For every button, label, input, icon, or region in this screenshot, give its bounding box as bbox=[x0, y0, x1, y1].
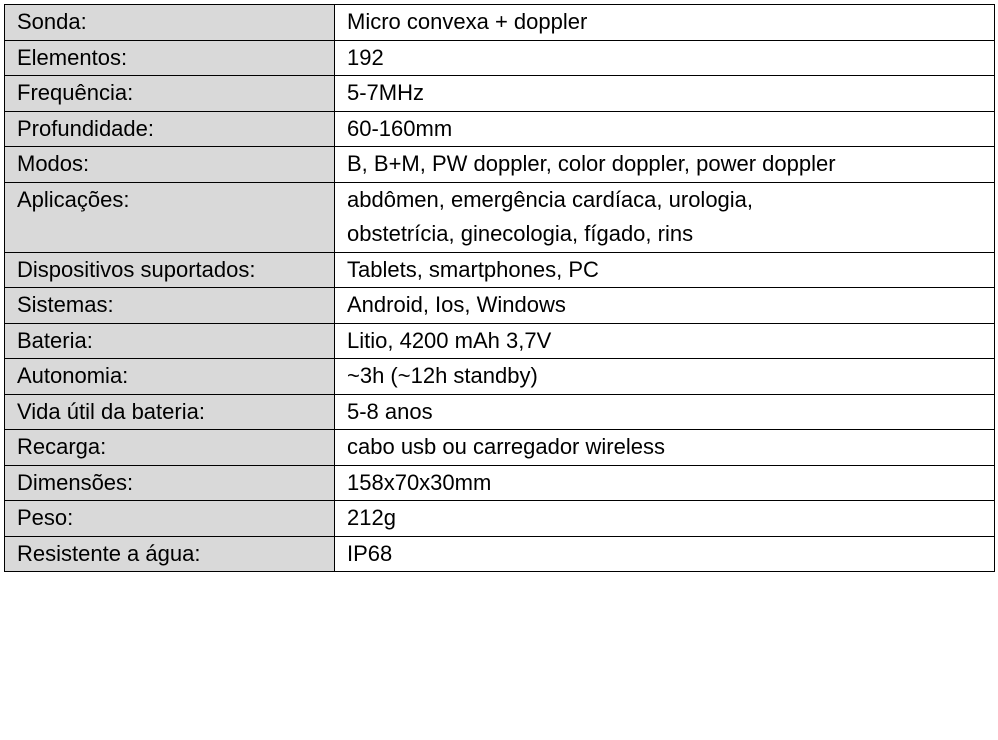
row-value bbox=[335, 359, 995, 395]
row-value-line: 60-160mm bbox=[347, 115, 453, 141]
table-row bbox=[5, 536, 995, 572]
row-value-line: 212g bbox=[347, 505, 396, 530]
row-value bbox=[335, 40, 995, 76]
row-label: Frequência: bbox=[5, 76, 335, 112]
table-row bbox=[5, 430, 995, 466]
row-value bbox=[335, 501, 995, 537]
row-value-line: Litio, 4200 mAh 3,7V bbox=[347, 327, 552, 353]
row-label: Dimensões: bbox=[5, 465, 335, 501]
row-value bbox=[335, 147, 995, 183]
row-value-line: 192 bbox=[347, 44, 384, 70]
row-value bbox=[335, 5, 995, 41]
row-label: Sonda: bbox=[5, 5, 335, 41]
row-value bbox=[335, 182, 995, 252]
row-label: Vida útil da bateria: bbox=[5, 394, 335, 430]
row-value-line: 5-8 anos bbox=[347, 398, 433, 424]
row-label: Modos: bbox=[5, 147, 335, 183]
spec-table-body bbox=[5, 5, 995, 572]
row-value-line: ~3h (~12h standby) bbox=[347, 363, 538, 388]
row-label: Recarga: bbox=[5, 430, 335, 466]
table-row bbox=[5, 465, 995, 501]
table-row bbox=[5, 288, 995, 324]
row-value bbox=[335, 323, 995, 359]
table-row bbox=[5, 40, 995, 76]
spec-table bbox=[4, 4, 995, 572]
table-row bbox=[5, 182, 995, 252]
row-label: Autonomia: bbox=[5, 359, 335, 395]
table-row bbox=[5, 76, 995, 112]
table-row bbox=[5, 147, 995, 183]
table-row bbox=[5, 359, 995, 395]
row-value bbox=[335, 465, 995, 501]
row-label: Dispositivos suportados: bbox=[5, 252, 335, 288]
row-label: Elementos: bbox=[5, 40, 335, 76]
row-label: Aplicações: bbox=[5, 182, 335, 252]
row-value-line: 158x70x30mm bbox=[347, 469, 492, 495]
table-row bbox=[5, 5, 995, 41]
table-row bbox=[5, 394, 995, 430]
table-row bbox=[5, 252, 995, 288]
row-value-line: cabo usb ou carregador wireless bbox=[347, 434, 665, 459]
row-value-line: Android, Ios, Windows bbox=[347, 292, 566, 317]
table-row bbox=[5, 323, 995, 359]
row-value bbox=[335, 111, 995, 147]
table-row bbox=[5, 501, 995, 537]
row-value bbox=[335, 76, 995, 112]
row-value-line: 5-7MHz bbox=[347, 80, 425, 105]
row-value bbox=[335, 252, 995, 288]
row-label: Peso: bbox=[5, 501, 335, 537]
row-value bbox=[335, 536, 995, 572]
row-value-line: Tablets, smartphones, PC bbox=[347, 256, 599, 282]
row-value-line: Micro convexa + doppler bbox=[347, 9, 588, 34]
row-value-line: B, B+M, PW doppler, color doppler, power doppler bbox=[347, 151, 836, 176]
row-value-line: obstetrícia, ginecologia, fígado, rins bbox=[347, 221, 694, 246]
row-value bbox=[335, 430, 995, 466]
row-label: Profundidade: bbox=[5, 111, 335, 147]
row-value-line: abdômen, emergência cardíaca, urologia, bbox=[347, 186, 754, 212]
row-value-line: IP68 bbox=[347, 540, 393, 566]
row-label: Sistemas: bbox=[5, 288, 335, 324]
row-value bbox=[335, 288, 995, 324]
row-label: Bateria: bbox=[5, 323, 335, 359]
table-row bbox=[5, 111, 995, 147]
row-label: Resistente a água: bbox=[5, 536, 335, 572]
row-value bbox=[335, 394, 995, 430]
